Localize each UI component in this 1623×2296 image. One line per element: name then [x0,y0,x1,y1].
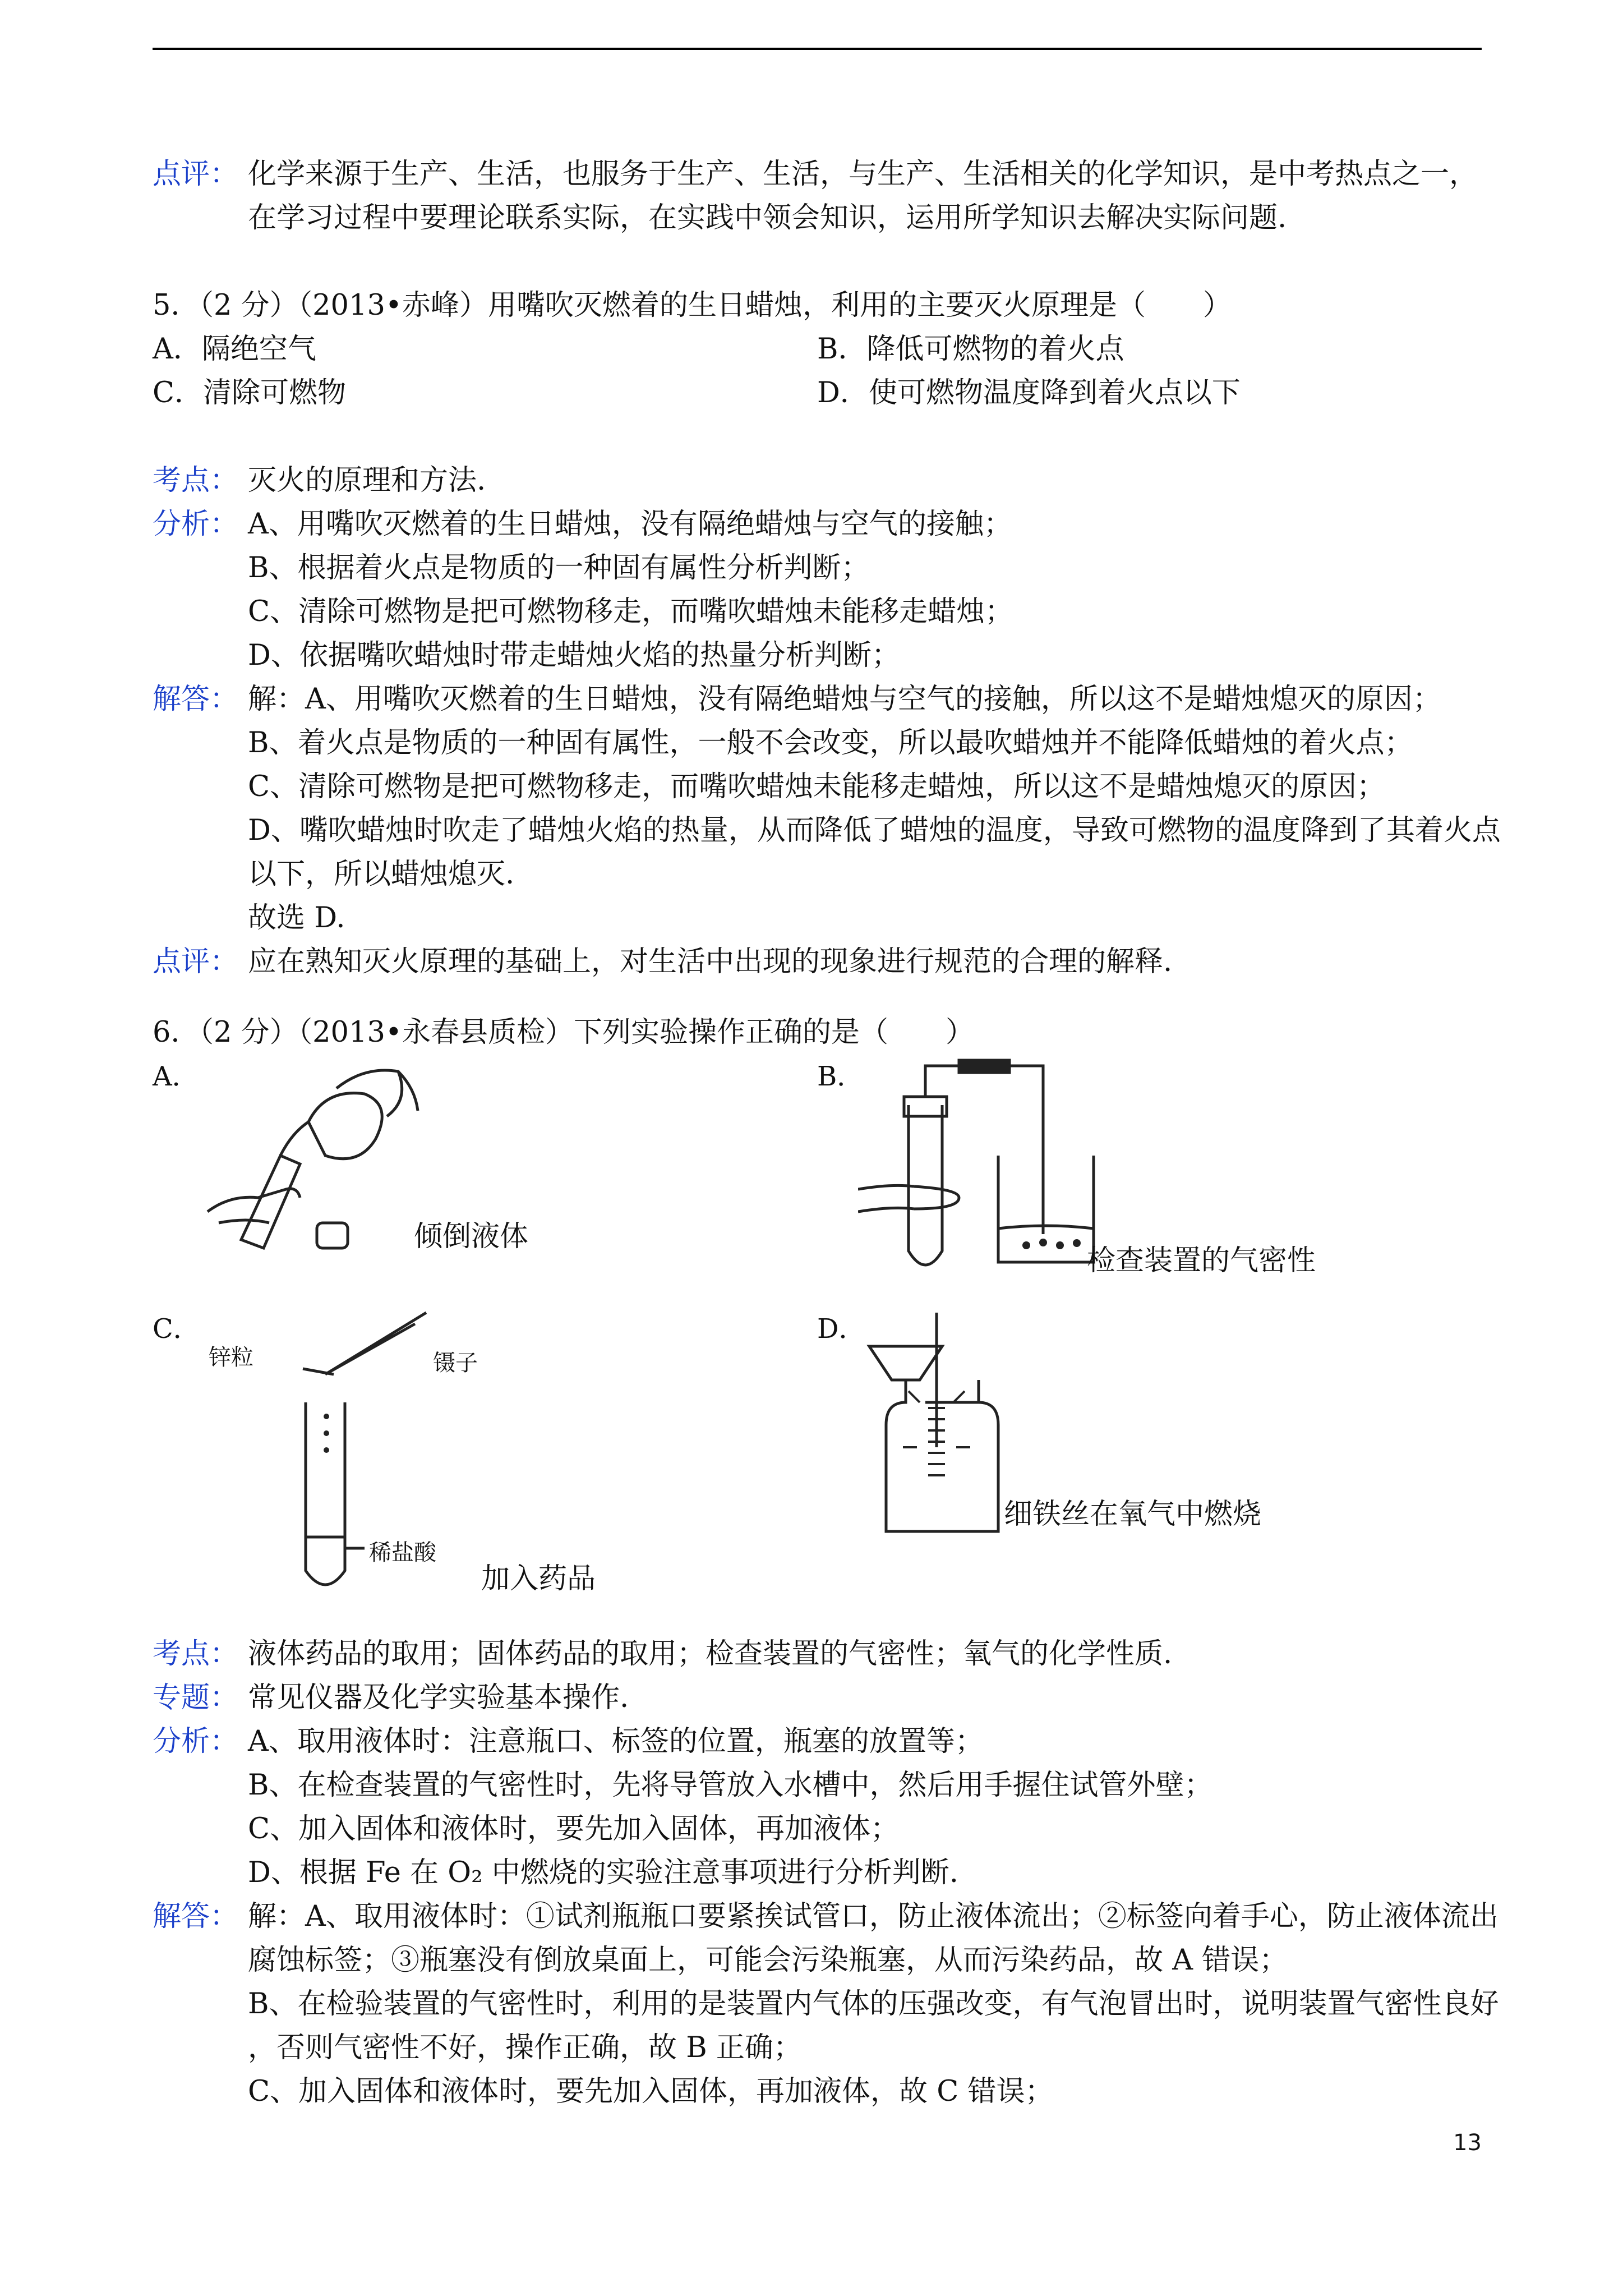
question-5 [153,284,1482,415]
kaodian-text: 液体药品的取用；固体药品的取用；检查装置的气密性；氧气的化学性质. [248,1637,1173,1671]
jieda-line: 故选 D. [248,901,345,935]
jieda-label: 解答： [153,1900,239,1933]
zhuanti-text: 常见仪器及化学实验基本操作. [248,1681,629,1714]
q5-analysis [153,459,1501,984]
iron-burning-figure [858,1307,1026,1543]
jieda-line: C、清除可燃物是把可燃物移走，而嘴吹蜡烛未能移走蜡烛，所以这不是蜡烛熄灭的原因； [248,770,1386,803]
caption-c: 加入药品 [481,1562,596,1595]
label-zinc: 锌粒 [209,1345,253,1370]
kaodian-text: 灭火的原理和方法. [248,464,486,497]
fenxi-line: D、依据嘴吹蜡烛时带走蜡烛火焰的热量分析判断； [248,639,900,672]
label-hcl: 稀盐酸 [369,1540,436,1566]
fenxi-line: B、根据着火点是物质的一种固有属性分析判断； [248,551,870,585]
jieda-line: 以下，所以蜡烛熄灭. [248,858,515,891]
jieda-line: ，否则气密性不好，操作正确，故 B 正确； [248,2031,802,2064]
q5-stem: 5．（2 分）（2013•赤峰）用嘴吹灭燃着的生日蜡烛，利用的主要灭火原理是（ ） [153,289,1232,322]
q6-option-c-label: C． [153,1313,200,1345]
q6-option-b-label: B． [817,1061,864,1092]
fenxi-label: 分析： [153,1725,239,1758]
pouring-liquid-figure [196,1055,432,1268]
review-label: 点评： [153,158,239,191]
dianping-label: 点评： [153,945,239,978]
q5-option-d: D．使可燃物温度降到着火点以下 [817,376,1241,409]
header-rule [153,48,1482,50]
jieda-line: D、嘴吹蜡烛时吹走了蜡烛火焰的热量，从而降低了蜡烛的温度，导致可燃物的温度降到了其着火点 [248,814,1501,847]
zhuanti-label: 专题： [153,1681,239,1714]
q6-stem: 6．（2 分）（2013•永春县质检）下列实验操作正确的是（ ） [153,1016,974,1049]
caption-d: 细铁丝在氧气中燃烧 [1004,1498,1262,1531]
review-line: 化学来源于生产、生活，也服务于生产、生活，与生产、生活相关的化学知识，是中考热点之一， [248,158,1478,191]
caption-a: 倾倒液体 [414,1220,529,1253]
q6-analysis [153,1632,1499,2114]
kaodian-label: 考点： [153,464,239,497]
fenxi-line: A、取用液体时：注意瓶口、标签的位置，瓶塞的放置等； [248,1725,984,1758]
fenxi-label: 分析： [153,508,239,541]
jieda-label: 解答： [153,683,239,716]
q6-option-d-label: D． [817,1313,866,1345]
review-block [153,153,1482,240]
jieda-line: 解：A、用嘴吹灭燃着的生日蜡烛，没有隔绝蜡烛与空气的接触，所以这不是蜡烛熄灭的原因； [248,683,1441,716]
q5-option-c: C．清除可燃物 [153,376,347,409]
q6-option-a-label: A． [153,1061,199,1092]
fenxi-line: A、用嘴吹灭燃着的生日蜡烛，没有隔绝蜡烛与空气的接触； [248,508,1012,541]
jieda-line: B、在检验装置的气密性时，利用的是装置内气体的压强改变，有气泡冒出时，说明装置气密性良好 [248,1987,1499,2021]
fenxi-line: C、加入固体和液体时，要先加入固体，再加液体； [248,1812,900,1846]
jieda-line: 解：A、取用液体时：①试剂瓶瓶口要紧挨试管口，防止液体流出；②标签向着手心，防止液体流出 [248,1900,1498,1933]
fenxi-line: C、清除可燃物是把可燃物移走，而嘴吹蜡烛未能移走蜡烛； [248,595,1014,628]
q5-option-b: B．降低可燃物的着火点 [817,333,1124,366]
review-line: 在学习过程中要理论联系实际，在实践中领会知识，运用所学知识去解决实际问题. [248,201,1287,234]
page-number: 13 [1453,2130,1482,2156]
fenxi-line: B、在检查装置的气密性时，先将导管放入水槽中，然后用手握住试管外壁； [248,1769,1213,1802]
jieda-line: B、着火点是物质的一种固有属性，一般不会改变，所以最吹蜡烛并不能降低蜡烛的着火点； [248,726,1413,760]
jieda-line: 腐蚀标签；③瓶塞没有倒放桌面上，可能会污染瓶塞，从而污染药品，故 A 错误； [248,1944,1288,1977]
kaodian-label: 考点： [153,1637,239,1671]
caption-b: 检查装置的气密性 [1087,1244,1316,1277]
q5-option-a: A．隔绝空气 [153,333,316,366]
question-6 [153,1011,1482,1055]
label-tweezer: 镊子 [433,1350,478,1376]
jieda-line: C、加入固体和液体时，要先加入固体，再加液体，故 C 错误； [248,2075,1054,2108]
fenxi-line: D、根据 Fe 在 O₂ 中燃烧的实验注意事项进行分析判断. [248,1856,958,1889]
dianping-text: 应在熟知灭火原理的基础上，对生活中出现的现象进行规范的合理的解释. [248,945,1173,978]
